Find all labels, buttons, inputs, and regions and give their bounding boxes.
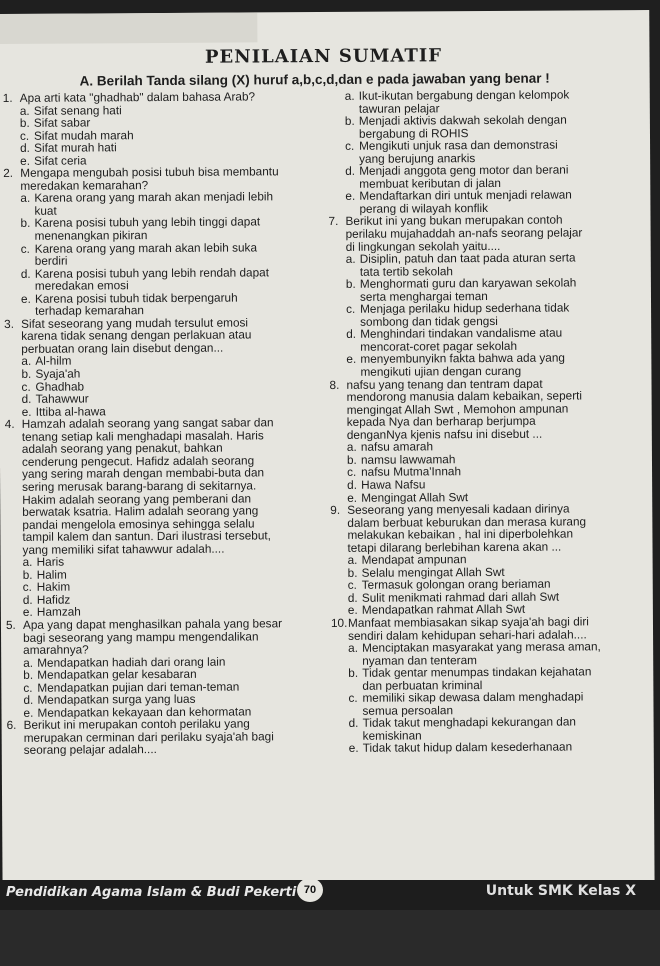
option-line: Halim: [36, 567, 67, 582]
question-line: amarahnya?: [23, 642, 89, 657]
top-shadow: [0, 12, 257, 44]
option-letter: b.: [20, 216, 31, 231]
option-text: [359, 138, 650, 165]
option-line: semua persoalan: [362, 703, 454, 718]
question: [3, 165, 328, 192]
question-text: [347, 502, 652, 554]
question-line: Berikut ini yang bukan merupakan contoh: [345, 213, 563, 229]
option-letter: b.: [21, 366, 32, 381]
answer-option[interactable]: [4, 266, 329, 293]
answer-option[interactable]: [328, 138, 650, 165]
option-letter: e.: [346, 352, 357, 367]
option-line: Al-hilm: [35, 354, 72, 369]
option-line: yang berujung anarkis: [359, 150, 476, 166]
option-text: [363, 715, 654, 742]
answer-option[interactable]: [4, 241, 329, 268]
option-line: namsu lawwamah: [360, 452, 456, 467]
option-line: Karena orang yang marah akan lebih suka: [34, 239, 258, 256]
option-line: Sifat ceria: [34, 153, 87, 168]
question: [330, 502, 652, 554]
question-line: melakukan kebaikan , hal ini diperbolehkan: [347, 526, 574, 543]
option-line: tawuran pelajar: [358, 100, 440, 116]
option-line: Karena orang yang marah akan menjadi lebih: [34, 189, 274, 206]
option-letter: b.: [348, 665, 359, 681]
option-line: Disiplin, patuh dan taat pada aturan serta: [359, 250, 576, 266]
option-line: Menciptakan masyarakat yang merasa aman,: [362, 639, 601, 655]
option-letter: a.: [19, 103, 30, 118]
option-line: Mendapatkan rahmat Allah Swt: [361, 602, 526, 618]
question-text: [20, 165, 328, 192]
dark-background: [0, 910, 660, 966]
option-line: Ittiba al-hawa: [35, 404, 106, 419]
option-line: Hawa Nafsu: [361, 477, 426, 492]
answer-option[interactable]: [328, 163, 650, 190]
question-line: yang memiliki sifat tahawwur adalah....: [22, 541, 225, 557]
option-text: [363, 740, 654, 754]
left-column: [3, 90, 332, 757]
option-letter: a.: [345, 251, 356, 266]
option-line: nafsu Mutma'Innah: [361, 464, 462, 480]
option-letter: c.: [21, 379, 31, 394]
option-text: [360, 351, 651, 378]
option-letter: a.: [346, 440, 357, 455]
question-number: 3.: [4, 316, 15, 331]
option-text: [359, 188, 650, 215]
option-text: [360, 301, 651, 328]
option-line: tata tertib sekolah: [359, 263, 453, 279]
option-text: [362, 690, 653, 717]
question-line: Hamzah adalah seorang yang sangat sabar dan: [21, 415, 274, 432]
option-text: [359, 88, 650, 115]
question-line: Mengapa mengubah posisi tubuh bisa membantu: [20, 164, 279, 181]
question-number: 10.: [330, 615, 348, 630]
option-letter: c.: [347, 465, 357, 480]
question-line: tampil kalem dan santun. Dari ilustrasi tersebut,: [22, 528, 271, 544]
question-line: perbuatan orang lain disebut dengan...: [21, 340, 224, 356]
answer-option[interactable]: [3, 190, 328, 217]
option-letter: e.: [21, 404, 32, 419]
option-line: Karena posisi tubuh yang lebih tinggi dapat: [34, 214, 261, 231]
option-text: [362, 665, 653, 692]
question-line: bagi seseorang yang mampu mengendalikan: [23, 628, 259, 645]
option-letter: c.: [19, 128, 30, 143]
question-line: seorang pelajar adalah....: [23, 742, 157, 758]
question-line: yang sering marah dengan membabi-buta dan: [22, 465, 265, 482]
worksheet-page: [0, 10, 655, 919]
answer-option[interactable]: [329, 276, 651, 303]
page-title: PENILAIAN SUMATIF: [204, 45, 443, 68]
option-text: [362, 640, 653, 667]
option-text: [359, 113, 650, 140]
question-line: sendiri dalam kehidupan sehari-hari adalah....: [348, 626, 587, 643]
option-letter: d.: [345, 164, 356, 179]
option-line: mencorat-coret pagar sekolah: [360, 338, 518, 354]
option-line: Mengikuti unjuk rasa dan demonstrasi: [359, 137, 558, 153]
option-text: [35, 291, 329, 318]
option-line: kemiskinan: [362, 728, 422, 743]
question-line: denganNya kjenis nafsu ini disebut ...: [346, 426, 543, 442]
option-letter: a.: [22, 555, 33, 570]
answer-option[interactable]: [331, 640, 653, 667]
option-letter: a.: [348, 640, 359, 655]
option-letter: b.: [23, 667, 34, 683]
right-column: [328, 88, 654, 755]
question: [7, 717, 332, 757]
question: [6, 617, 331, 657]
question-line: Seseorang yang menyesali kadaan dirinya: [347, 501, 570, 517]
question-line: tenang setiap kali menghadapi masalah. Haris: [21, 428, 264, 444]
option-line: Sifat sabar: [33, 115, 91, 130]
option-letter: d.: [347, 590, 358, 605]
option-letter: e.: [20, 153, 31, 168]
answer-option[interactable]: [328, 113, 650, 140]
option-letter: b.: [347, 565, 358, 580]
question-number: 4.: [4, 417, 15, 432]
option-line: Hakim: [36, 579, 71, 595]
option-letter: c.: [22, 580, 32, 595]
option-letter: c.: [345, 139, 355, 154]
option-line: Mendapat ampunan: [361, 552, 467, 568]
answer-option[interactable]: [4, 291, 329, 318]
option-letter: e.: [347, 490, 358, 505]
option-line: nafsu amarah: [360, 439, 434, 455]
question-line: cenderung pengecut. Hafidz adalah seorang: [21, 453, 255, 469]
option-letter: b.: [345, 277, 356, 292]
option-line: perang di wilayah konflik: [359, 200, 489, 216]
option-line: Tidak takut menghadapi kekurangan dan: [362, 714, 576, 731]
answer-option[interactable]: [332, 740, 654, 755]
option-line: dan perbuatan kriminal: [362, 677, 483, 693]
option-line: terhadap kemarahan: [35, 303, 144, 319]
option-line: Menjadi aktivis dakwah sekolah dengan: [358, 112, 567, 128]
option-letter: a.: [23, 655, 34, 670]
option-line: serta menghargai teman: [359, 288, 488, 304]
option-line: Syaja'ah: [35, 366, 81, 381]
question-number: 2.: [3, 166, 14, 181]
question-line: Apa yang dapat menghasilkan pahala yang besar: [22, 616, 283, 632]
option-letter: d.: [346, 327, 357, 342]
question-number: 1.: [2, 90, 13, 105]
option-line: Karena posisi tubuh yang lebih rendah dapat: [34, 265, 270, 281]
question-text: [24, 717, 332, 757]
option-letter: c.: [20, 241, 30, 256]
option-line: memiliki sikap dewasa dalam menghadapi: [362, 689, 584, 706]
option-line: Tidak takut hidup dalam kesederhanaan: [362, 739, 573, 756]
option-line: Haris: [36, 554, 65, 570]
book-title: Pendidikan Agama Islam & Budi Pekerti: [6, 885, 297, 900]
option-text: [360, 251, 651, 278]
option-line: Ikut-ikutan bergabung dengan kelompok: [358, 87, 570, 103]
question-line: mendorong manusia dalam kebaikan, seperti: [346, 388, 583, 404]
question-line: berwatak ksatria. Halim adalah seorang yang: [22, 503, 259, 519]
option-letter: d.: [347, 477, 358, 492]
option-letter: c.: [23, 680, 33, 695]
option-line: menenangkan pikiran: [34, 228, 148, 243]
option-line: Mendapatkan hadiah dari orang lain: [37, 654, 226, 670]
option-letter: e.: [23, 705, 34, 720]
question-number: 8.: [329, 377, 340, 392]
option-text: [35, 241, 329, 268]
question-line: karena tidak senang dengan perlakuan atau: [21, 327, 252, 344]
question-line: Berikut ini merupakan contoh perilaku yang: [23, 716, 250, 733]
option-line: Sifat senang hati: [33, 102, 122, 118]
answer-option[interactable]: [332, 715, 654, 742]
option-letter: a.: [21, 354, 32, 369]
option-line: Menghormati guru dan karyawan sekolah: [359, 275, 577, 291]
option-text: [360, 326, 651, 353]
question-number: 7.: [328, 214, 339, 229]
answer-option[interactable]: [328, 88, 650, 115]
question-line: meredakan kemarahan?: [20, 177, 149, 193]
question-line: Manfaat membiasakan sikap syaja'ah bagi diri: [347, 614, 589, 630]
option-line: kuat: [34, 203, 57, 218]
question-number: 5.: [5, 617, 16, 632]
option-letter: d.: [21, 391, 32, 406]
question-line: mengingat Allah Swt , Memohon ampunan: [346, 401, 569, 417]
question-text: [22, 416, 331, 556]
option-line: Mendapatkan kekayaan dan kehormatan: [37, 704, 252, 720]
question-line: pandai mengelola emosinya sehingga selalu: [22, 516, 255, 532]
option-letter: d.: [348, 716, 359, 731]
option-letter: d.: [22, 592, 33, 607]
option-letter: b.: [22, 567, 33, 582]
option-line: Mendapatkan pujian dari teman-teman: [37, 679, 240, 695]
question-text: [21, 316, 329, 356]
option-line: Termasuk golongan orang beriaman: [361, 576, 551, 593]
option-letter: b.: [346, 452, 357, 467]
option-letter: b.: [344, 113, 355, 128]
question-text: [23, 617, 331, 657]
question-line: Apa arti kata "ghadhab" dalam bahasa Arab?: [19, 89, 256, 105]
option-line: Mendapatkan surga yang luas: [37, 692, 196, 708]
option-letter: c.: [346, 302, 356, 317]
option-text: [34, 215, 328, 242]
question-number: 6.: [6, 718, 17, 733]
question: [5, 416, 331, 556]
option-line: Hafidz: [36, 592, 71, 607]
question-line: adalah seorang yang penakut, bahkan: [21, 440, 223, 457]
question-line: Hakim adalah seorang yang pemberani dan: [22, 490, 252, 507]
question-line: merupakan cerminan dari perilaku syaja'ah bagi: [23, 729, 274, 745]
option-letter: a.: [347, 553, 358, 568]
option-letter: c.: [348, 691, 358, 706]
option-line: meredakan emosi: [34, 278, 129, 293]
question-number: 9.: [330, 502, 341, 518]
option-text: [35, 266, 329, 293]
page-number: 70: [297, 878, 323, 902]
option-line: Mendaftarkan diri untuk menjadi relawan: [359, 187, 572, 204]
option-letter: e.: [20, 291, 31, 306]
option-letter: e.: [22, 605, 33, 620]
question-line: perilaku mujahaddah an-nafs seorang pelajar: [345, 225, 583, 241]
option-line: Ghadhab: [35, 379, 85, 394]
option-line: Hamzah: [36, 604, 81, 620]
option-line: Menghindari tindakan vandalisme atau: [360, 325, 563, 342]
question-text: [348, 615, 653, 642]
option-text: [359, 163, 650, 190]
option-letter: e.: [345, 189, 356, 204]
option-line: Tahawwur: [35, 391, 89, 406]
option-line: Sifat murah hati: [34, 140, 117, 155]
option-line: Sifat mudah marah: [33, 127, 134, 143]
option-line: Karena posisi tubuh tidak berpengaruh: [34, 290, 238, 306]
question: [328, 213, 650, 253]
option-text: [360, 276, 651, 303]
question: [331, 615, 653, 642]
question: [4, 316, 329, 356]
option-letter: c.: [347, 578, 357, 593]
question-text: [346, 377, 651, 442]
question-line: nafsu yang tenang dan tentram dapat: [346, 376, 543, 392]
option-line: nyaman dan tenteram: [362, 652, 478, 668]
question-line: tetapi dilarang berlebihan karena akan ...: [347, 539, 562, 555]
question-line: sering merusak barang-barang di sekitarnya.: [22, 478, 257, 494]
answer-option[interactable]: [329, 301, 651, 328]
option-letter: a.: [344, 88, 355, 103]
option-line: menyembunyikn fakta bahwa ada yang: [360, 351, 566, 367]
answer-option[interactable]: [328, 188, 650, 215]
option-letter: b.: [19, 115, 30, 130]
option-line: Mengingat Allah Swt: [361, 489, 469, 505]
option-line: Selalu mengingat Allah Swt: [361, 564, 505, 580]
answer-option[interactable]: [331, 690, 653, 717]
answer-option[interactable]: [329, 326, 651, 353]
option-line: Tidak gentar menumpas tindakan kejahatan: [362, 664, 592, 680]
instruction: A. Berilah Tanda silang (X) huruf a,b,c,d,dan e pada jawaban yang benar !: [79, 70, 550, 89]
option-letter: d.: [23, 693, 34, 708]
answer-option[interactable]: [3, 215, 328, 242]
option-text: [34, 190, 328, 217]
option-letter: e.: [348, 741, 359, 756]
option-line: Menjaga perilaku hidup sederhana tidak: [360, 300, 570, 317]
option-letter: d.: [20, 266, 31, 281]
option-letter: d.: [20, 140, 30, 156]
question-line: Sifat seseorang yang mudah tersulut emosi: [21, 315, 249, 331]
option-line: berdiri: [34, 253, 68, 268]
answer-option[interactable]: [329, 351, 651, 378]
question-text: [345, 213, 650, 253]
option-letter: a.: [20, 191, 31, 206]
option-line: Menjadi anggota geng motor dan berani: [359, 162, 569, 179]
grade-label: Untuk SMK Kelas X: [485, 883, 636, 899]
option-line: Mendapatkan gelar kesabaran: [37, 666, 197, 682]
question-line: dalam berbuat keburukan dan merasa kurang: [347, 514, 587, 530]
option-line: bergabung di ROHIS: [358, 125, 469, 141]
question: [329, 377, 651, 442]
option-line: membuat keributan di jalan: [359, 175, 501, 191]
option-letter: e.: [347, 603, 358, 618]
option-line: sombong dan tidak gengsi: [360, 313, 498, 329]
option-line: mengikuti ujian dengan curang: [360, 363, 522, 379]
question-line: di lingkungan sekolah yaitu....: [345, 238, 501, 254]
option-line: Sulit menikmati rahmad dari allah Swt: [361, 589, 560, 605]
answer-option[interactable]: [329, 251, 651, 278]
answer-option[interactable]: [331, 665, 653, 692]
question-line: kepada Nya dan berharap berjumpa: [346, 413, 536, 430]
